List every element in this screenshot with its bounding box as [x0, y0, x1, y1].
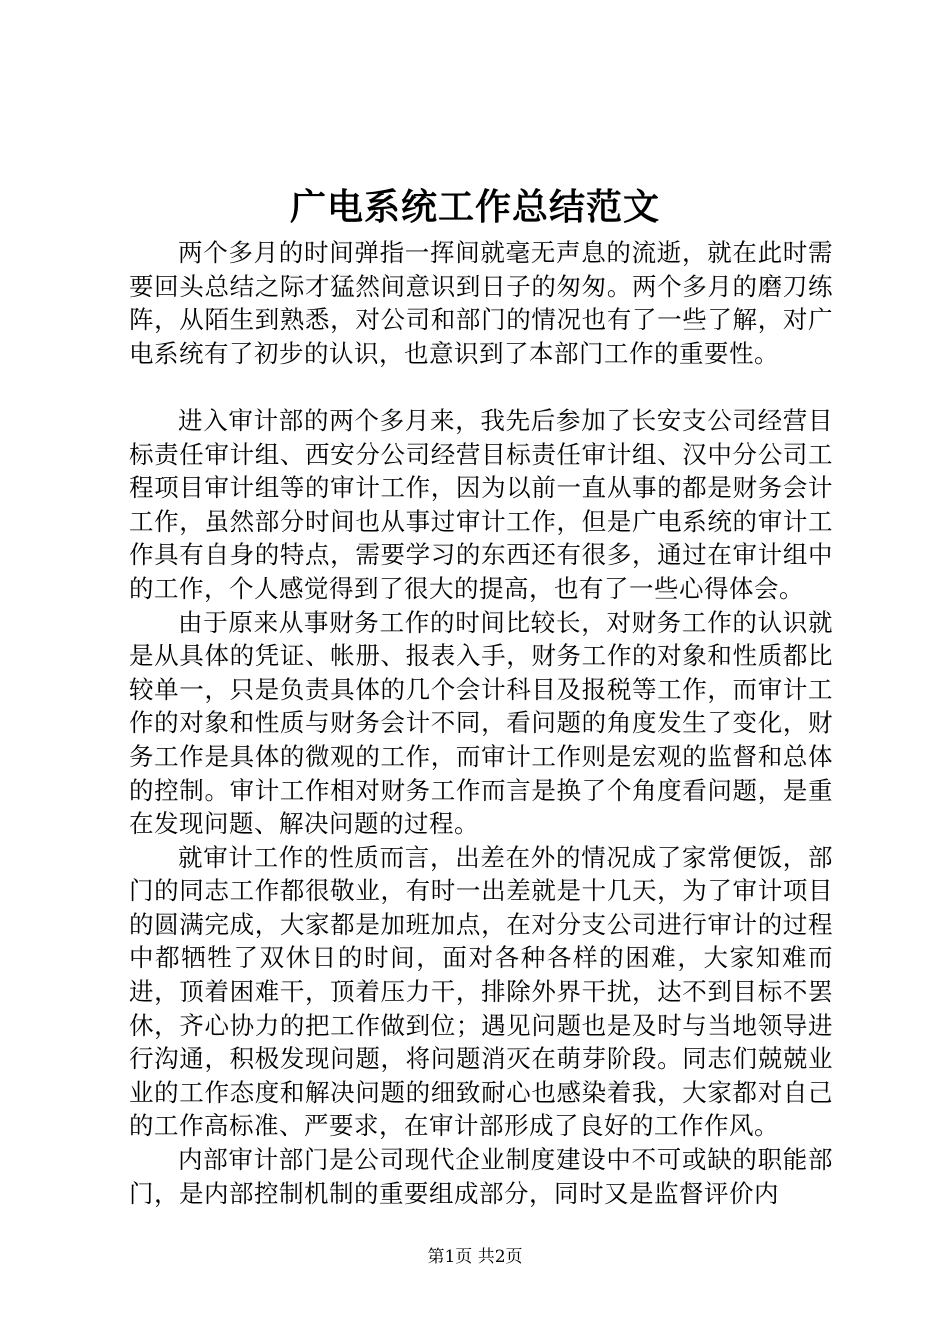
paragraph-3: 由于原来从事财务工作的时间比较长，对财务工作的认识就是从具体的凭证、帐册、报表入手，财务工作的对象和性质都比较单一，只是负责具体的几个会计科目及报税等工作，而审计工作的对象和性质与财务会计不同，看问题的角度发生了变化，财务工作是具体的微观的工作，而审计工作则是宏观的监督和总体的控制。审计工作相对财务工作而言是换了个角度看问题，是重在发现问题、解决问题的过程。 [129, 607, 833, 839]
paragraph-4: 就审计工作的性质而言，出差在外的情况成了家常便饭，部门的同志工作都很敬业，有时一出差就是十几天，为了审计项目的圆满完成，大家都是加班加点，在对分支公司进行审计的过程中都牺牲了双休日的时间，面对各种各样的困难，大家知难而进，顶着困难干，顶着压力干，排除外界干扰，达不到目标不罢休，齐心协力的把工作做到位；遇见问题也是及时与当地领导进行沟通，积极发现问题，将问题消灭在萌芽阶段。同志们兢兢业业的工作态度和解决问题的细致耐心也感染着我，大家都对自己的工作高标准、严要求，在审计部形成了良好的工作作风。 [129, 842, 833, 1141]
page-footer: 第1页 共2页 [427, 1247, 523, 1267]
paragraph-1: 两个多月的时间弹指一挥间就毫无声息的流逝，就在此时需要回头总结之际才猛然间意识到日子的匆匆。两个多月的磨刀练阵，从陌生到熟悉，对公司和部门的情况也有了一些了解，对广电系统有了初步的认识，也意识到了本部门工作的重要性。 [129, 238, 833, 368]
document-title: 广电系统工作总结范文 [289, 186, 660, 228]
paragraph-2: 进入审计部的两个多月来，我先后参加了长安支公司经营目标责任审计组、西安分公司经营目标责任审计组、汉中分公司工程项目审计组等的审计工作，因为以前一直从事的都是财务会计工作，虽然部分时间也从事过审计工作，但是广电系统的审计工作具有自身的特点，需要学习的东西还有很多，通过在审计组中的工作，个人感觉得到了很大的提高，也有了一些心得体会。 [129, 405, 833, 603]
paragraph-5: 内部审计部门是公司现代企业制度建设中不可或缺的职能部门，是内部控制机制的重要组成部分，同时又是监督评价内 [129, 1145, 833, 1208]
document-body [129, 236, 833, 1210]
